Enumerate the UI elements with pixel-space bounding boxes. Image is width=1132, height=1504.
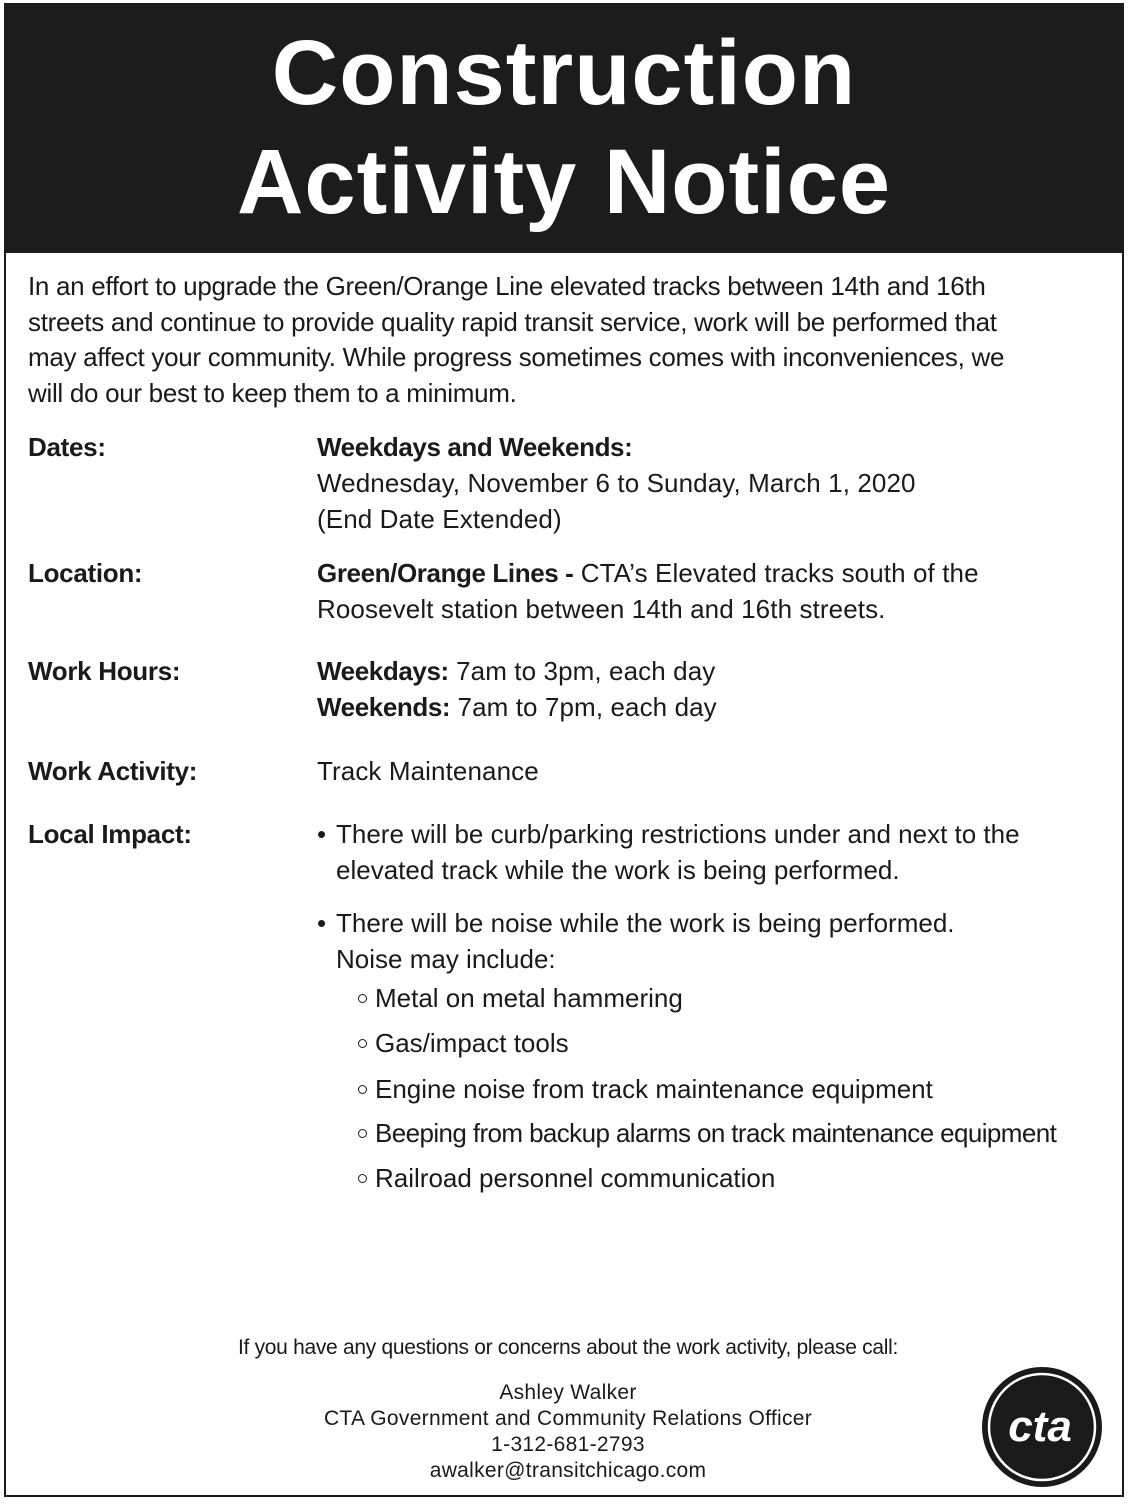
weekends-value: 7am to 7pm, each day <box>450 692 717 722</box>
noise-item-text: Engine noise from track maintenance equipment <box>375 1074 933 1104</box>
work-hours-value <box>317 653 1107 725</box>
circle-bullet-icon <box>358 1039 367 1048</box>
intro-line: will do our best to keep them to a minimum. <box>28 377 517 408</box>
location-lines: Green/Orange Lines - <box>317 558 574 588</box>
dates-label: Dates: <box>28 432 106 462</box>
impact-bullet-parking <box>317 816 1117 888</box>
dates-note: (End Date Extended) <box>317 504 562 534</box>
weekends-label: Weekends: <box>317 692 451 722</box>
circle-bullet-icon <box>358 1129 367 1138</box>
title-banner <box>6 5 1122 253</box>
cta-logo-icon <box>980 1365 1104 1489</box>
intro-line: streets and continue to provide quality rapid transit service, work will be performed that <box>28 306 997 337</box>
location-text-2: Roosevelt station between 14th and 16th streets. <box>317 594 886 624</box>
local-impact-label: Local Impact: <box>28 819 192 849</box>
title-line-1: Construction <box>271 22 857 124</box>
location-text: CTA’s Elevated tracks south of the <box>573 558 979 588</box>
noise-item <box>358 1160 775 1196</box>
dates-heading: Weekdays and Weekends: <box>317 432 633 462</box>
noise-item-text: Gas/impact tools <box>375 1028 569 1058</box>
location-label: Location: <box>28 558 143 588</box>
circle-bullet-icon <box>358 1174 367 1183</box>
logo-text: cta <box>1008 1402 1072 1451</box>
title-line-2: Activity Notice <box>236 131 892 233</box>
work-hours-label: Work Hours: <box>28 656 181 686</box>
bullet-text: There will be curb/parking restrictions under and next to the <box>336 819 1020 849</box>
noise-item <box>358 1025 569 1061</box>
contact-phone[interactable]: 1-312-681-2793 <box>491 1433 645 1456</box>
noise-item <box>358 1071 933 1107</box>
contact-name: Ashley Walker <box>499 1381 637 1404</box>
work-activity-label: Work Activity: <box>28 756 198 786</box>
contact-email[interactable]: awalker@transitchicago.com <box>429 1459 707 1482</box>
dates-value <box>317 429 1107 537</box>
noise-item-text: Metal on metal hammering <box>375 983 683 1013</box>
intro-line: may affect your community. While progress sometimes comes with inconveniences, we <box>28 342 1005 372</box>
location-value <box>317 555 1107 627</box>
bullet-text: There will be noise while the work is being performed. <box>336 908 955 938</box>
weekdays-label: Weekdays: <box>317 656 449 686</box>
weekdays-value: 7am to 3pm, each day <box>448 656 716 686</box>
dates-range: Wednesday, November 6 to Sunday, March 1, 2020 <box>317 468 916 498</box>
bullet-dot: • <box>317 819 327 849</box>
noise-item <box>358 980 683 1016</box>
work-activity-value: Track Maintenance <box>317 756 539 786</box>
intro-line: In an effort to upgrade the Green/Orange Line elevated tracks between 14th and 16th <box>28 271 986 301</box>
circle-bullet-icon <box>358 994 367 1003</box>
noise-item <box>358 1115 1056 1151</box>
intro-paragraph <box>28 269 1098 411</box>
bullet-text: elevated track while the work is being performed. <box>336 855 900 885</box>
notice-page <box>4 3 1124 1497</box>
circle-bullet-icon <box>358 1085 367 1094</box>
contact-role: CTA Government and Community Relations Officer <box>323 1407 813 1430</box>
bullet-text: Noise may include: <box>336 944 556 974</box>
impact-bullet-noise <box>317 905 1117 977</box>
bullet-dot: • <box>317 908 327 938</box>
noise-item-text: Railroad personnel communication <box>375 1163 776 1193</box>
contact-prompt: If you have any questions or concerns about the work activity, please call: <box>238 1336 898 1359</box>
noise-item-text: Beeping from backup alarms on track maintenance equipment <box>375 1118 1057 1148</box>
